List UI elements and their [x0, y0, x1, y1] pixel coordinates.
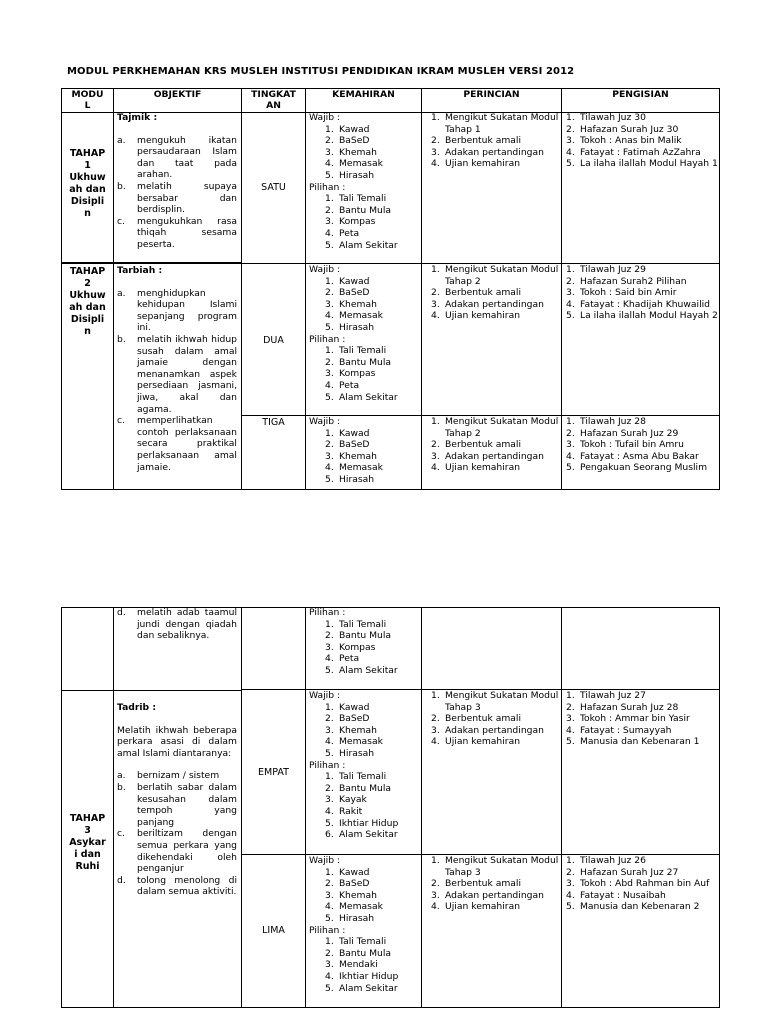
tarbiah-item: b. melatih ikhwah hidup susah dalam amal jamaie dengan menanamkan aspek persediaan jasmani, jiwa, akal dan agama. — [117, 333, 237, 415]
objektif-tadrib — [117, 702, 237, 898]
perincian-lima: 1. Mengikut Sukatan Modul Tahap 3 2. Berbentuk amali 3. Adakan pertandingan 4. Ujian kemahiran — [431, 855, 559, 913]
objektif-tajmik — [117, 112, 237, 251]
tadrib-item: b. berlatih sabar dalam kesusahan dalam tempoh yang panjang — [117, 781, 237, 828]
tahap-1-label: TAHAP 1 Ukhuw ah dan Disipli n — [69, 148, 106, 219]
header-objektif: OBJEKTIF — [153, 89, 202, 100]
tadrib-item: c. beriltizam dengan semua perkara yang dikehendaki oleh penganjur — [117, 828, 237, 875]
tadrib-intro: Melatih ikhwah beberapa perkara asasi di dalam amal Islami diantaranya: — [117, 724, 237, 759]
header-pengisian: PENGISIAN — [612, 89, 669, 100]
header-kemahiran: KEMAHIRAN — [332, 89, 395, 100]
header-perincian: PERINCIAN — [463, 89, 520, 100]
kemahiran-empat: Wajib : 1. Kawad 2. BaSeD 3. Khemah 4. Memasak 5. Hirasah Pilihan : 1. Tali Temali 2. Bantu Mula 3. Kayak 4. Rakit 5. Ikhtiar Hidup 6. Alam Sekitar — [309, 690, 399, 841]
tajmik-item: b. melatih supaya bersabar dan berdisplin. — [117, 180, 237, 216]
kemahiran-dua: Wajib : 1. Kawad 2. BaSeD 3. Khemah 4. Memasak 5. Hirasah Pilihan : 1. Tali Temali 2. Bantu Mula 3. Kompas 4. Peta 5. Alam Sekitar — [309, 264, 398, 403]
tarbiah-item: c. memperlihatkan contoh perlaksanaan secara praktikal perlaksanaan amal jamaie. — [117, 415, 237, 473]
kemahiran-tiga-cont: Pilihan : 1. Tali Temali 2. Bantu Mula 3. Kompas 4. Peta 5. Alam Sekitar — [309, 607, 398, 676]
tahap-3-label: TAHAP 3 Asykar i dan Ruhi — [69, 813, 106, 872]
tingkatan-satu: SATU — [261, 182, 286, 193]
header-modul: MODU L — [71, 89, 104, 111]
kemahiran-lima: Wajib : 1. Kawad 2. BaSeD 3. Khemah 4. Memasak 5. Hirasah Pilihan : 1. Tali Temali 2. Bantu Mula 3. Mendaki 4. Ikhtiar Hidup 5. Alam Sekitar — [309, 855, 399, 994]
perincian-satu: 1. Mengikut Sukatan Modul Tahap 1 2. Berbentuk amali 3. Adakan pertandingan 4. Ujian kemahiran — [431, 112, 559, 170]
tingkatan-tiga: TIGA — [262, 417, 285, 428]
pengisian-tiga: 1. Tilawah Juz 28 2. Hafazan Surah Juz 29 3. Tokoh : Tufail bin Amru 4. Fatayat : Asma Abu Bakar 5. Pengakuan Seorang Muslim — [566, 416, 708, 474]
tingkatan-empat: EMPAT — [258, 767, 289, 778]
pengisian-dua: 1. Tilawah Juz 29 2. Hafazan Surah2 Pilihan 3. Tokoh : Said bin Amir 4. Fatayat : Khadijah Khuwailid 5. La ilaha ilallah Modul Hayah 2 — [566, 264, 718, 322]
tadrib-item: a. bernizam / sistem — [117, 770, 220, 782]
perincian-tiga: 1. Mengikut Sukatan Modul Tahap 2 2. Berbentuk amali 3. Adakan pertandingan 4. Ujian kemahiran — [431, 416, 559, 474]
pengisian-satu: 1. Tilawah Juz 30 2. Hafazan Surah Juz 30 3. Tokoh : Anas bin Malik 4. Fatayat : Fatimah AzZahra 5. La ilaha ilallah Modul Hayah 1 — [566, 112, 718, 170]
tahap-2-label: TAHAP 2 Ukhuw ah dan Disipli n — [69, 266, 106, 337]
tingkatan-dua: DUA — [263, 335, 284, 346]
kemahiran-satu: Wajib : 1. Kawad 2. BaSeD 3. Khemah 4. Memasak 5. Hirasah Pilihan : 1. Tali Temali 2. Bantu Mula 3. Kompas 4. Peta 5. Alam Sekitar — [309, 112, 398, 251]
perincian-dua: 1. Mengikut Sukatan Modul Tahap 2 2. Berbentuk amali 3. Adakan pertandingan 4. Ujian kemahiran — [431, 264, 559, 322]
tingkatan-lima: LIMA — [262, 925, 285, 936]
tadrib-item: d. tolong menolong di dalam semua aktiviti. — [117, 874, 237, 898]
kemahiran-tiga: Wajib : 1. Kawad 2. BaSeD 3. Khemah 4. Memasak 5. Hirasah — [309, 416, 383, 485]
perincian-empat: 1. Mengikut Sukatan Modul Tahap 3 2. Berbentuk amali 3. Adakan pertandingan 4. Ujian kemahiran — [431, 690, 559, 748]
tarbiah-item: a. menghidupkan kehidupan Islami sepanjang program ini. — [117, 287, 237, 334]
header-tingkatan: TINGKAT AN — [251, 89, 296, 111]
tajmik-heading: Tajmik : — [117, 112, 158, 123]
tadrib-heading: Tadrib : — [117, 702, 156, 713]
objektif-tarbiah — [117, 265, 237, 473]
pengisian-empat: 1. Tilawah Juz 27 2. Hafazan Surah Juz 28 3. Tokoh : Ammar bin Yasir 4. Fatayat : Sumayyah 5. Manusia dan Kebenaran 1 — [566, 690, 700, 748]
objektif-tarbiah-cont: d. melatih adab taamul jundi dengan qiadah dan sebaliknya. — [117, 607, 237, 642]
document-title: MODUL PERKHEMAHAN KRS MUSLEH INSTITUSI PENDIDIKAN IKRAM MUSLEH VERSI 2012 — [67, 66, 575, 77]
pengisian-lima: 1. Tilawah Juz 26 2. Hafazan Surah Juz 27 3. Tokoh : Abd Rahman bin Auf 4. Fatayat : Nusaibah 5. Manusia dan Kebenaran 2 — [566, 855, 710, 913]
tajmik-item: c. mengukuhkan rasa thiqah sesama peserta. — [117, 215, 237, 250]
tajmik-item: a. mengukuh ikatan persaudaraan Islam dan taat pada arahan. — [117, 134, 237, 181]
tarbiah-heading: Tarbiah : — [117, 265, 163, 276]
